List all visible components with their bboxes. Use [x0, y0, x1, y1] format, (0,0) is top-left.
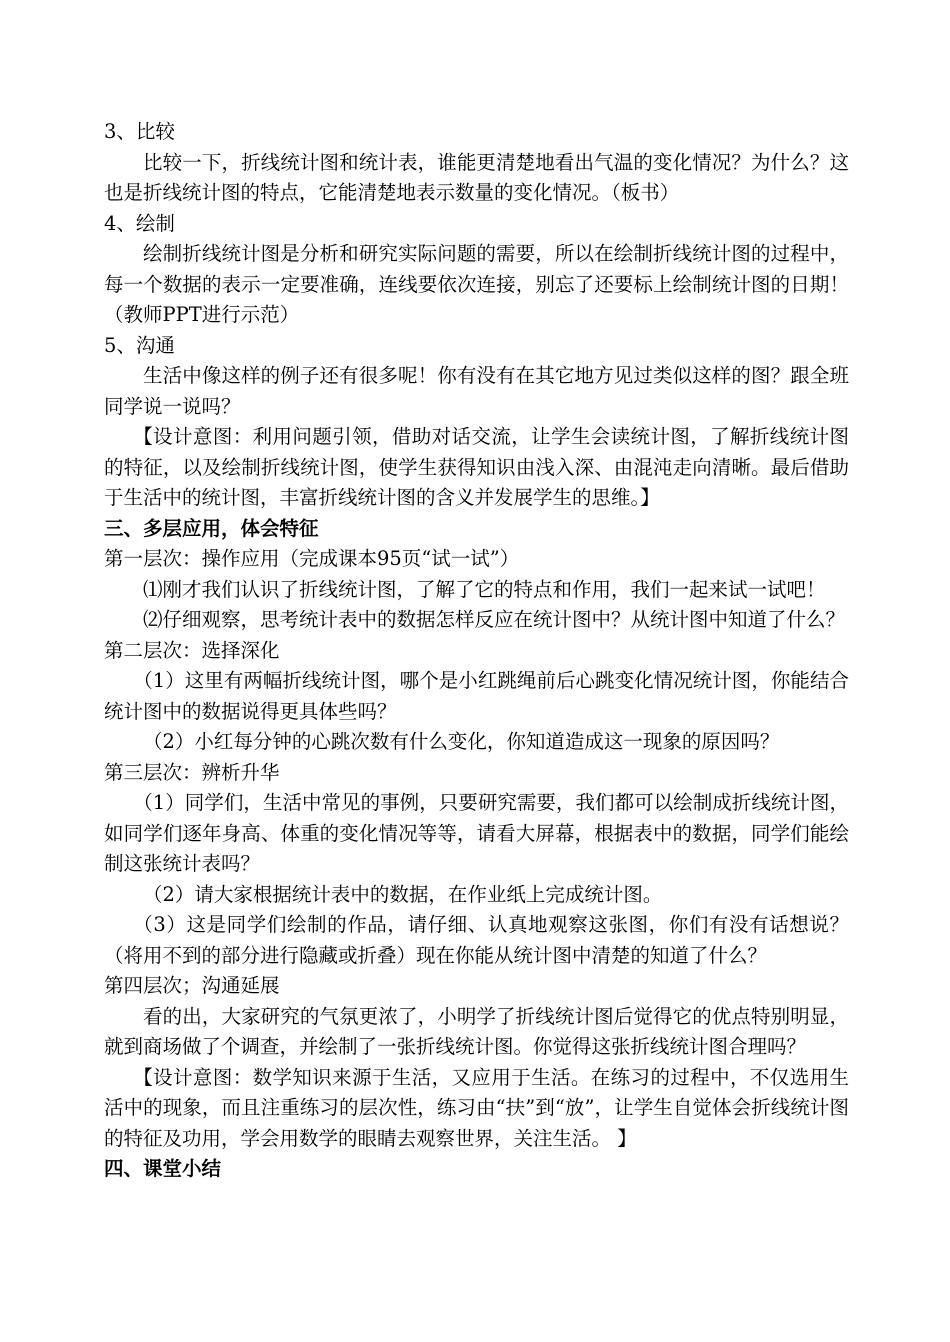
level-3-item-1: （1）同学们，生活中常见的事例，只要研究需要，我们都可以绘制成折线统计图，如同学们逐年身高、体重的变化情况等等，请看大屏幕，根据表中的数据，同学们能绘制这张统计表吗？ [104, 791, 849, 875]
subheading-compare: 3、比较 [104, 120, 175, 143]
level-3-item-2: （2）请大家根据统计表中的数据，在作业纸上完成统计图。 [143, 882, 663, 906]
level-4-paragraph: 看的出，大家研究的气氛更浓了，小明学了折线统计图后觉得它的优点特别明显，就到商场做了个调查，并绘制了一张折线统计图。你觉得这张折线统计图合理吗？ [104, 1004, 849, 1058]
paragraph-draw: 绘制折线统计图是分析和研究实际问题的需要，所以在绘制折线统计图的过程中，每一个数据的表示一定要准确，连线要依次连接，别忘了还要标上绘制统计图的日期！（教师PPT进行示范） [104, 242, 849, 326]
paragraph-communicate: 生活中像这样的例子还有很多呢！你有没有在其它地方见过类似这样的图？跟全班同学说一说吗？ [104, 364, 849, 418]
section-heading-3: 三、多层应用，体会特征 [104, 516, 319, 540]
paragraph-compare: 比较一下，折线统计图和统计表，谁能更清楚地看出气温的变化情况？为什么？这也是折线统计图的特点，它能清楚地表示数量的变化情况。（板书） [104, 150, 849, 204]
level-2-heading: 第二层次：选择深化 [104, 638, 280, 662]
level-2-item-2: （2）小红每分钟的心跳次数有什么变化，你知道造成这一现象的原因吗？ [143, 730, 780, 753]
level-1-heading: 第一层次：操作应用（完成课本95页“试一试”） [104, 547, 520, 570]
level-2-item-1: （1）这里有两幅折线统计图，哪个是小红跳绳前后心跳变化情况统计图，你能结合统计图中的数据说得更具体些吗？ [104, 669, 849, 723]
subheading-communicate: 5、沟通 [104, 333, 175, 357]
section-heading-4: 四、课堂小结 [104, 1157, 222, 1180]
level-3-heading: 第三层次：辨析升华 [104, 760, 280, 784]
subheading-draw: 4、绘制 [104, 211, 175, 235]
document-body [104, 117, 849, 1185]
level-4-heading: 第四层次；沟通延展 [104, 974, 280, 997]
level-3-item-3: （3）这是同学们绘制的作品，请仔细、认真地观察这张图，你们有没有话想说？（将用不到的部分进行隐藏或折叠）现在你能从统计图中清楚的知道了什么？ [104, 913, 849, 967]
level-1-item-2: ⑵仔细观察，思考统计表中的数据怎样反应在统计图中？从统计图中知道了什么？ [143, 608, 846, 631]
design-intent-2: 【设计意图：数学知识来源于生活，又应用于生活。在练习的过程中，不仅选用生活中的现象，而且注重练习的层次性，练习由“扶”到“放”，让学生自觉体会折线统计图的特征及功用，学会用数学的眼睛去观察世界，关注生活。 】 [104, 1065, 849, 1150]
design-intent-1: 【设计意图：利用问题引领，借助对话交流，让学生会读统计图，了解折线统计图的特征，以及绘制折线统计图，使学生获得知识由浅入深、由混沌走向清晰。最后借助于生活中的统计图，丰富折线统计图的含义并发展学生的思维。】 [104, 425, 849, 509]
level-1-item-1: ⑴刚才我们认识了折线统计图，了解了它的特点和作用，我们一起来试一试吧！ [143, 577, 826, 601]
